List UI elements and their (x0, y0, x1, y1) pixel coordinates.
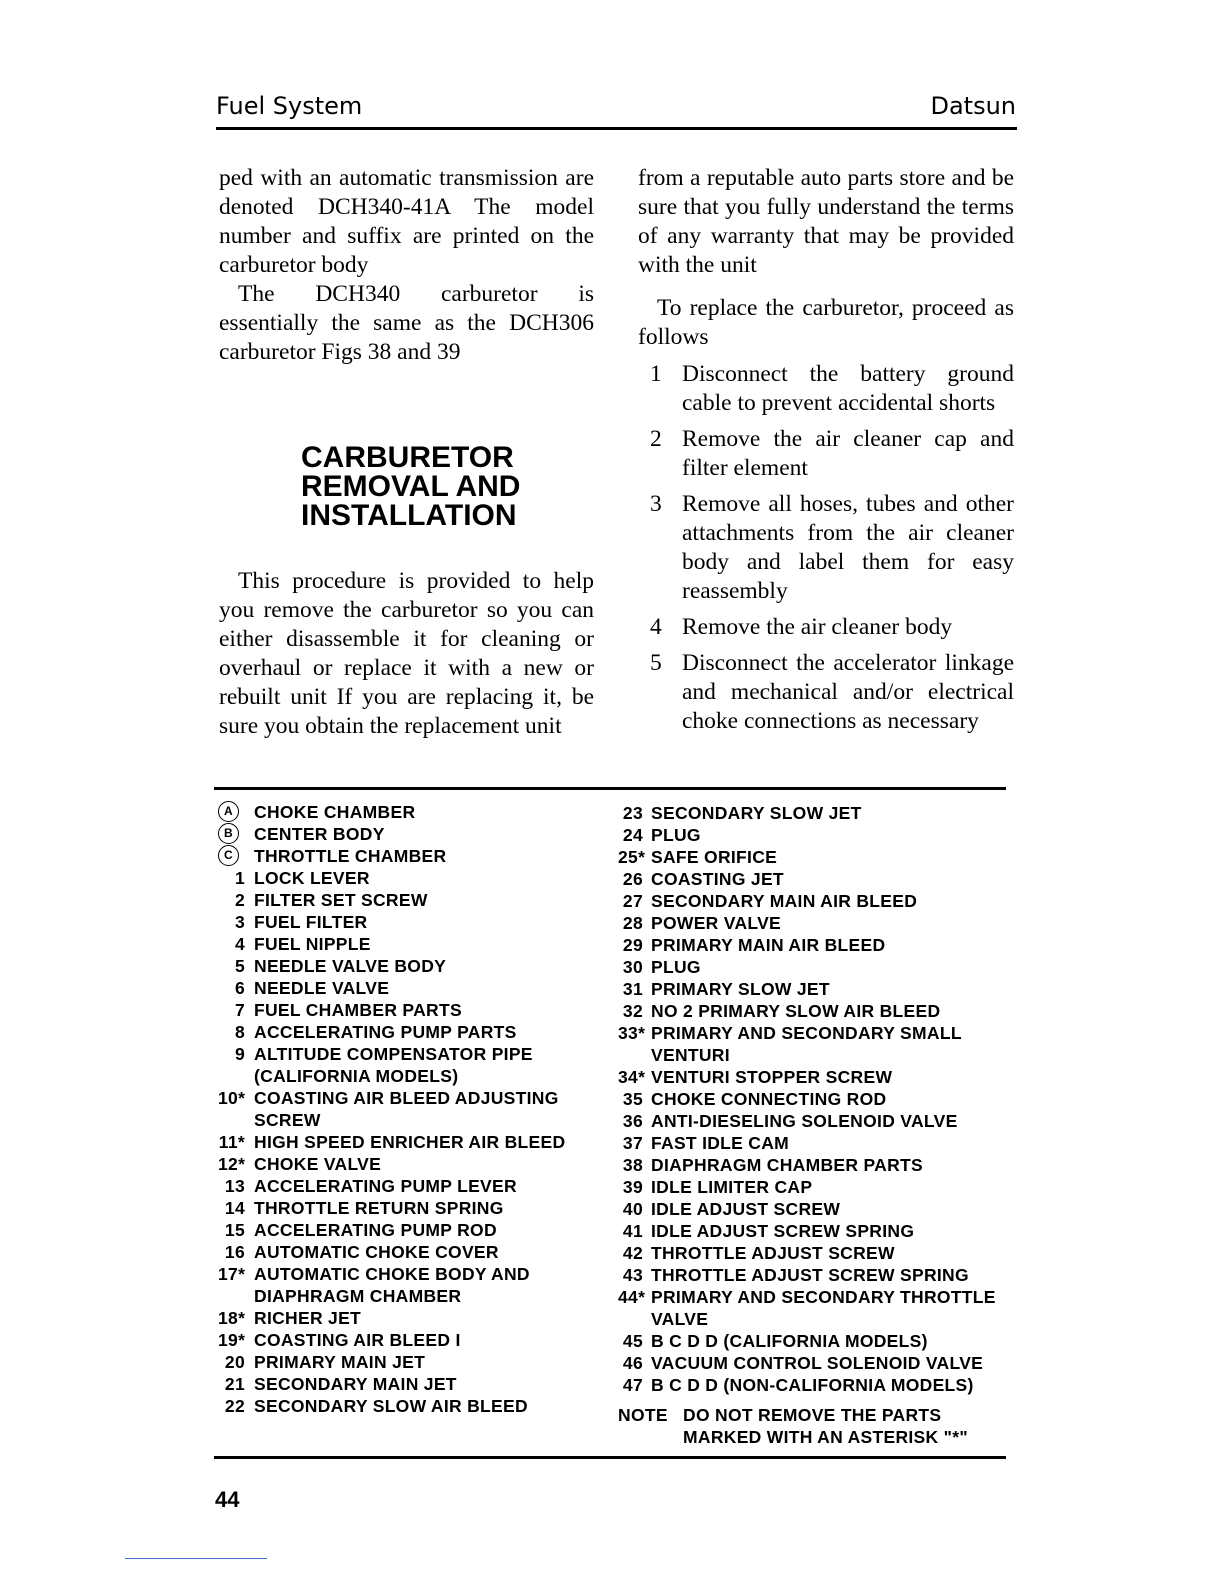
part-number: 9 (234, 1044, 245, 1064)
part-item (218, 867, 603, 889)
part-item (218, 933, 603, 955)
part-name: VACUUM CONTROL SOLENOID VALVE (651, 1353, 984, 1373)
part-name: PRIMARY SLOW JET (651, 979, 830, 999)
part-name: FUEL FILTER (254, 912, 368, 932)
part-item (618, 890, 1038, 912)
part-item (618, 1088, 1038, 1110)
page-number: 44 (215, 1487, 240, 1512)
part-item (618, 1000, 1038, 1022)
part-name: FILTER SET SCREW (254, 890, 428, 910)
part-name: AUTOMATIC CHOKE BODY AND (254, 1264, 530, 1284)
part-name: FUEL CHAMBER PARTS (254, 1000, 462, 1020)
part-number: 38 (622, 1155, 643, 1175)
part-item (218, 1153, 603, 1175)
part-item (618, 1352, 1038, 1374)
header-make: Datsun (930, 92, 1016, 120)
part-name: SAFE ORIFICE (651, 847, 778, 867)
part-number: 41 (622, 1221, 643, 1241)
part-item (618, 846, 1038, 868)
part-item (218, 955, 603, 977)
part-name: PRIMARY MAIN AIR BLEED (651, 935, 886, 955)
right-paragraph-1: from a reputable auto parts store and be sure that you fully understand the terms of any warranty that may be provided with the unit (638, 165, 1014, 278)
part-number: 14 (224, 1198, 245, 1218)
part-name: PLUG (651, 957, 701, 977)
part-name: CENTER BODY (254, 824, 385, 844)
part-name: NO 2 PRIMARY SLOW AIR BLEED (651, 1001, 941, 1021)
part-item (218, 889, 603, 911)
part-item (218, 845, 603, 867)
part-name: CHOKE CONNECTING ROD (651, 1089, 887, 1109)
part-number: 46 (622, 1353, 643, 1373)
part-item (218, 1329, 603, 1351)
part-name: PRIMARY MAIN JET (254, 1352, 426, 1372)
part-name: THROTTLE RETURN SPRING (254, 1198, 504, 1218)
part-item (218, 1175, 603, 1197)
part-name: PRIMARY AND SECONDARY THROTTLE (651, 1287, 996, 1307)
part-item (618, 1286, 1038, 1308)
part-number: 3 (234, 912, 245, 932)
part-item (218, 1351, 603, 1373)
part-item (618, 1110, 1038, 1132)
part-item (618, 1264, 1038, 1286)
part-item (618, 1066, 1038, 1088)
part-number: 7 (234, 1000, 245, 1020)
part-letter-marker: C (218, 845, 239, 866)
part-name: B C D D (CALIFORNIA MODELS) (651, 1331, 928, 1351)
part-name: ACCELERATING PUMP LEVER (254, 1176, 517, 1196)
part-name: LOCK LEVER (254, 868, 370, 888)
part-item (618, 978, 1038, 1000)
part-number: 30 (622, 957, 643, 977)
part-item (618, 1330, 1038, 1352)
part-number: 27 (622, 891, 643, 911)
part-item (618, 1198, 1038, 1220)
part-item (218, 1373, 603, 1395)
part-number: 28 (622, 913, 643, 933)
part-letter-marker: B (218, 823, 239, 844)
part-number: 13 (224, 1176, 245, 1196)
procedure-step: 2 Remove the air cleaner cap and filter element (650, 426, 1014, 481)
part-number: 25* (618, 847, 646, 867)
part-number: 39 (622, 1177, 643, 1197)
part-name: FAST IDLE CAM (651, 1133, 790, 1153)
part-item (618, 956, 1038, 978)
part-name: SECONDARY MAIN AIR BLEED (651, 891, 918, 911)
part-item (218, 977, 603, 999)
part-item (618, 868, 1038, 890)
note-line-2: MARKED WITH AN ASTERISK "*" (683, 1427, 968, 1447)
part-item (618, 912, 1038, 934)
part-item (618, 934, 1038, 956)
part-name: COASTING AIR BLEED ADJUSTING (254, 1088, 559, 1108)
part-item (218, 1219, 603, 1241)
procedure-step: 3 Remove all hoses, tubes and other attachments from the air cleaner body and label them for easy reassembly (650, 491, 1014, 604)
part-name: DIAPHRAGM CHAMBER PARTS (651, 1155, 923, 1175)
part-number: 18* (218, 1308, 246, 1328)
part-item (618, 1220, 1038, 1242)
part-item (218, 1131, 603, 1153)
section-heading (301, 443, 561, 530)
part-number: 6 (234, 978, 245, 998)
part-item (218, 1087, 603, 1109)
asterisk-note (618, 1404, 1038, 1426)
part-number: 20 (224, 1352, 245, 1372)
part-name: IDLE ADJUST SCREW (651, 1199, 841, 1219)
part-number: 17* (218, 1264, 246, 1284)
part-number: 45 (622, 1331, 643, 1351)
note-line-1: DO NOT REMOVE THE PARTS (683, 1405, 942, 1425)
section-heading-line-3: INSTALLATION (301, 499, 517, 532)
part-name-continued: SCREW (254, 1110, 321, 1130)
part-name: HIGH SPEED ENRICHER AIR BLEED (254, 1132, 566, 1152)
part-item (618, 1242, 1038, 1264)
part-name: SECONDARY SLOW JET (651, 803, 862, 823)
part-item (618, 1022, 1038, 1044)
procedure-step: 5 Disconnect the accelerator linkage and mechanical and/or electrical choke connections as necessary (650, 650, 1014, 734)
part-item (218, 999, 603, 1021)
part-name: ACCELERATING PUMP PARTS (254, 1022, 517, 1042)
part-number: 8 (234, 1022, 245, 1042)
part-number: 40 (622, 1199, 643, 1219)
part-name: ANTI-DIESELING SOLENOID VALVE (651, 1111, 958, 1131)
part-name: SECONDARY SLOW AIR BLEED (254, 1396, 528, 1416)
part-name: NEEDLE VALVE (254, 978, 390, 998)
part-name: B C D D (NON-CALIFORNIA MODELS) (651, 1375, 974, 1395)
part-number: 15 (224, 1220, 245, 1240)
part-name-continued: DIAPHRAGM CHAMBER (254, 1286, 462, 1306)
part-number: 11* (218, 1132, 245, 1152)
part-name-continued: VALVE (651, 1309, 709, 1329)
part-number: 1 (234, 868, 245, 888)
part-number: 44* (618, 1287, 646, 1307)
part-number: 47 (622, 1375, 643, 1395)
parts-legend-left (218, 801, 603, 1417)
part-name: THROTTLE ADJUST SCREW SPRING (651, 1265, 969, 1285)
left-paragraph-1: ped with an automatic transmission are denoted DCH340-41A The model number and suffix are printed on the carburetor body (219, 165, 594, 278)
part-name: PLUG (651, 825, 701, 845)
part-number: 29 (622, 935, 643, 955)
part-name: IDLE ADJUST SCREW SPRING (651, 1221, 915, 1241)
part-letter-marker: A (218, 801, 239, 822)
part-name-continued: VENTURI (651, 1045, 730, 1065)
part-item (618, 802, 1038, 824)
part-name: NEEDLE VALVE BODY (254, 956, 447, 976)
part-item (218, 1197, 603, 1219)
part-item (218, 823, 603, 845)
part-name: COASTING AIR BLEED I (254, 1330, 461, 1350)
procedure-step: 4 Remove the air cleaner body (650, 614, 953, 640)
left-paragraph-2: The DCH340 carburetor is essentially the same as the DCH306 carburetor Figs 38 and 39 (219, 281, 594, 365)
note-label: NOTE (618, 1405, 668, 1425)
parts-legend-right (618, 802, 1038, 1448)
part-number: 31 (622, 979, 643, 999)
right-text-column (638, 164, 1014, 743)
part-item (218, 1307, 603, 1329)
part-name: CHOKE CHAMBER (254, 802, 416, 822)
part-number: 10* (218, 1088, 246, 1108)
part-number: 33* (618, 1023, 646, 1043)
part-name: CHOKE VALVE (254, 1154, 382, 1174)
part-item (218, 1395, 603, 1417)
part-name: THROTTLE ADJUST SCREW (651, 1243, 895, 1263)
part-name: AUTOMATIC CHOKE COVER (254, 1242, 499, 1262)
procedure-step: 1 Disconnect the battery ground cable to prevent accidental shorts (650, 361, 1014, 416)
part-name: RICHER JET (254, 1308, 362, 1328)
page-header (216, 88, 1016, 128)
part-name: FUEL NIPPLE (254, 934, 371, 954)
part-item (618, 1154, 1038, 1176)
left-paragraph-3: This procedure is provided to help you remove the carburetor so you can either disassemble it for cleaning or overhaul or replace it with a new or rebuilt unit If you are replacing it, be sure you obtain the replacement unit (219, 568, 594, 739)
part-number: 21 (224, 1374, 245, 1394)
part-number: 16 (224, 1242, 245, 1262)
part-number: 24 (622, 825, 643, 845)
part-number: 35 (622, 1089, 643, 1109)
part-item (218, 1263, 603, 1285)
part-item (218, 1021, 603, 1043)
part-item (218, 801, 603, 823)
part-number: 37 (622, 1133, 643, 1153)
header-divider (216, 127, 1017, 130)
part-number: 32 (622, 1001, 643, 1021)
right-paragraph-2: To replace the carburetor, proceed as follows (638, 295, 1014, 350)
part-item (218, 1241, 603, 1263)
part-name: POWER VALVE (651, 913, 782, 933)
part-number: 34* (618, 1067, 646, 1087)
part-item (218, 1043, 603, 1065)
procedure-steps (638, 360, 1014, 736)
part-item (218, 911, 603, 933)
section-heading-line-2: REMOVAL AND (301, 470, 521, 503)
part-name: VENTURI STOPPER SCREW (651, 1067, 893, 1087)
part-number: 36 (622, 1111, 643, 1131)
part-name: SECONDARY MAIN JET (254, 1374, 457, 1394)
part-item (618, 1176, 1038, 1198)
parts-right-items (618, 802, 1038, 1396)
part-name: IDLE LIMITER CAP (651, 1177, 813, 1197)
section-heading-line-1: CARBURETOR (301, 441, 514, 474)
parts-list-top-divider (214, 787, 1006, 790)
part-number: 5 (234, 956, 245, 976)
part-number: 26 (622, 869, 643, 889)
part-number: 12* (218, 1154, 246, 1174)
part-number: 2 (234, 890, 245, 910)
part-number: 4 (234, 934, 245, 954)
part-item (618, 1132, 1038, 1154)
header-section-title: Fuel System (216, 92, 363, 120)
part-number: 19* (218, 1330, 246, 1350)
part-name: ACCELERATING PUMP ROD (254, 1220, 497, 1240)
part-name-continued: (CALIFORNIA MODELS) (254, 1066, 459, 1086)
parts-list-bottom-divider (214, 1456, 1006, 1459)
part-number: 43 (622, 1265, 643, 1285)
part-number: 23 (622, 803, 643, 823)
part-item (618, 824, 1038, 846)
part-number: 22 (224, 1396, 245, 1416)
part-name: COASTING JET (651, 869, 784, 889)
part-name: ALTITUDE COMPENSATOR PIPE (254, 1044, 533, 1064)
part-number: 42 (622, 1243, 643, 1263)
scan-artifact-line (125, 1558, 267, 1559)
part-item (618, 1374, 1038, 1396)
part-name: THROTTLE CHAMBER (254, 846, 447, 866)
part-name: PRIMARY AND SECONDARY SMALL (651, 1023, 962, 1043)
